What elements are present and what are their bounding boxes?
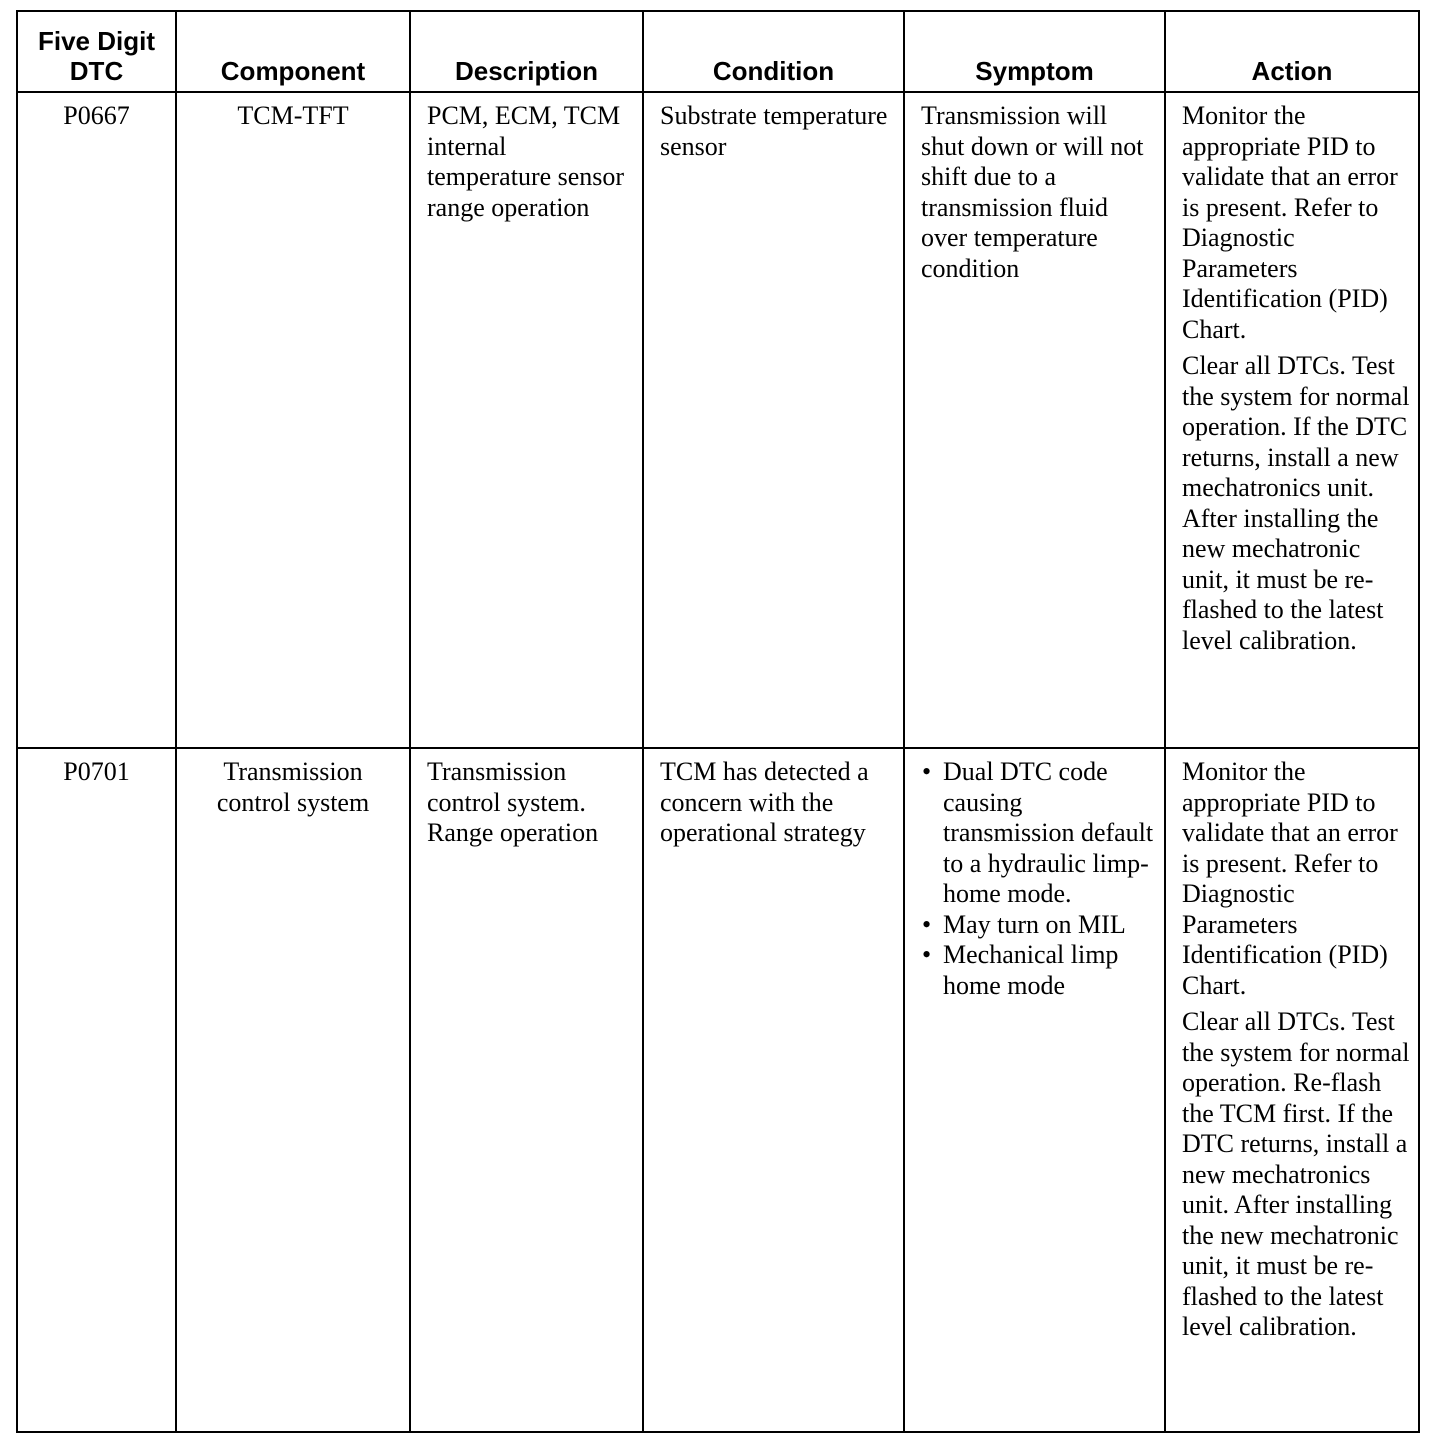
header-component: Component [176, 11, 410, 92]
action-cell [1165, 92, 1419, 748]
condition-cell: TCM has detected a concern with the operational strategy [643, 748, 904, 1432]
dtc-code-cell: P0701 [17, 748, 176, 1432]
symptom-bullet: • Mechanical limp home mode [921, 940, 1156, 1001]
action-paragraph: Monitor the appropriate PID to validate that an error is present. Refer to Diagnostic Parameters Identification (PID) Chart. [1182, 757, 1398, 1000]
symptom-bullet: • Dual DTC code causing transmission default to a hydraulic limp-home mode. [921, 757, 1156, 910]
table-row [17, 748, 1419, 1432]
header-row [17, 11, 1419, 92]
action-cell [1165, 748, 1419, 1432]
table-row [17, 92, 1419, 748]
header-condition: Condition [643, 11, 904, 92]
symptom-cell [904, 748, 1165, 1432]
action-paragraph: Clear all DTCs. Test the system for normal operation. If the DTC returns, install a new mechatronics unit. After installing the new mechatronic unit, it must be re-flashed to the latest level calibration. [1182, 351, 1410, 655]
header-description: Description [410, 11, 643, 92]
symptom-cell: Transmission will shut down or will not shift due to a transmission fluid over temperature condition [904, 92, 1165, 748]
header-action: Action [1165, 11, 1419, 92]
component-cell: Transmission control system [176, 748, 410, 1432]
action-paragraph: Monitor the appropriate PID to validate that an error is present. Refer to Diagnostic Parameters Identification (PID) Chart. [1182, 101, 1398, 344]
header-dtc: Five Digit DTC [17, 11, 176, 92]
action-paragraph: Clear all DTCs. Test the system for normal operation. Re-flash the TCM first. If the DTC returns, install a new mechatronics unit. After installing the new mechatronic unit, it must be re-flashed to the latest level calibration. [1182, 1007, 1410, 1341]
component-cell: TCM-TFT [176, 92, 410, 748]
condition-cell: Substrate temperature sensor [643, 92, 904, 748]
description-cell: PCM, ECM, TCM internal temperature sensor range operation [410, 92, 643, 748]
symptom-bullet: • May turn on MIL [921, 910, 1156, 941]
dtc-code-cell: P0667 [17, 92, 176, 748]
header-symptom: Symptom [904, 11, 1165, 92]
symptom-list [921, 757, 1156, 1001]
dtc-table [16, 10, 1420, 1433]
description-cell: Transmission control system. Range operation [410, 748, 643, 1432]
